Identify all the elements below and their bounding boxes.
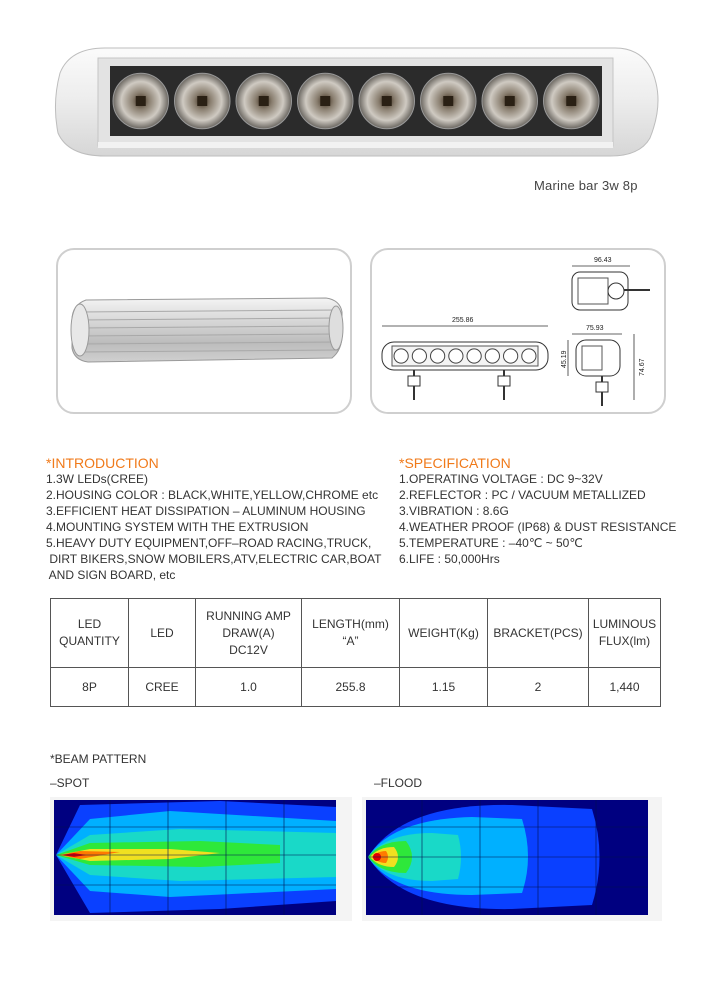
- table-header-cell: BRACKET(PCS): [488, 599, 589, 668]
- table-header-cell: LED QUANTITY: [51, 599, 129, 668]
- table-cell: 8P: [51, 668, 129, 707]
- specification-item: 3.VIBRATION : 8.6G: [399, 504, 509, 518]
- marine-bar-product-image: [50, 38, 665, 168]
- specification-item: 4.WEATHER PROOF (IP68) & DUST RESISTANCE: [399, 520, 677, 534]
- introduction-item: 4.MOUNTING SYSTEM WITH THE EXTRUSION: [46, 520, 309, 534]
- dim-side-width: 75.93: [586, 325, 604, 332]
- specification-item: 2.REFLECTOR : PC / VACUUM METALLIZED: [399, 488, 646, 502]
- introduction-title: *INTRODUCTION: [46, 455, 159, 471]
- specification-section: [399, 455, 699, 567]
- specification-item: 6.LIFE : 50,000Hrs: [399, 552, 500, 566]
- drawing-led-lens: [485, 349, 499, 363]
- table-cell: 1.0: [196, 668, 302, 707]
- aluminum-housing-image: [58, 250, 350, 412]
- specification-item: 1.OPERATING VOLTAGE : DC 9~32V: [399, 472, 603, 486]
- flood-beam-pattern-image: [362, 797, 662, 921]
- spec-table: [50, 598, 661, 707]
- table-cell: 1,440: [589, 668, 661, 707]
- table-header-cell: RUNNING AMP DRAW(A) DC12V: [196, 599, 302, 668]
- spot-label: –SPOT: [50, 776, 90, 790]
- introduction-item: 1.3W LEDs(CREE): [46, 472, 149, 486]
- introduction-item: AND SIGN BOARD, etc: [46, 568, 176, 582]
- dim-top-width: 96.43: [594, 257, 612, 264]
- flood-label: –FLOOD: [374, 776, 423, 790]
- led-chip: [136, 96, 146, 106]
- dimension-drawing-frame: [370, 248, 666, 414]
- dim-side-height-a: 45.19: [561, 350, 568, 368]
- table-row: [51, 668, 661, 707]
- led-chip: [197, 96, 207, 106]
- table-cell: CREE: [129, 668, 196, 707]
- led-chip: [505, 96, 515, 106]
- introduction-section: [46, 455, 386, 583]
- specification-title: *SPECIFICATION: [399, 455, 511, 471]
- beam-pattern-title: *BEAM PATTERN: [50, 752, 147, 766]
- drawing-led-lens: [522, 349, 536, 363]
- led-chip: [443, 96, 453, 106]
- drawing-led-lens: [504, 349, 518, 363]
- spot-beam-pattern-image: [50, 797, 352, 921]
- dimension-drawing: [372, 250, 664, 412]
- drawing-led-lens: [449, 349, 463, 363]
- introduction-item: 2.HOUSING COLOR : BLACK,WHITE,YELLOW,CHROME etc: [46, 488, 379, 502]
- drawing-led-lens: [467, 349, 481, 363]
- dim-length: 255.86: [452, 317, 474, 324]
- table-cell: 2: [488, 668, 589, 707]
- housing-photo-frame: [56, 248, 352, 414]
- introduction-item: 5.HEAVY DUTY EQUIPMENT,OFF–ROAD RACING,TRUCK,: [46, 536, 372, 550]
- specification-item: 5.TEMPERATURE : –40℃ ~ 50℃: [399, 536, 583, 550]
- led-chip: [320, 96, 330, 106]
- drawing-led-lens: [431, 349, 445, 363]
- introduction-item: 3.EFFICIENT HEAT DISSIPATION – ALUMINUM HOUSING: [46, 504, 366, 518]
- table-header-row: [51, 599, 661, 668]
- dim-side-height-b: 74.67: [639, 358, 646, 376]
- led-chip: [259, 96, 269, 106]
- table-cell: 1.15: [400, 668, 488, 707]
- table-header-cell: LUMINOUS FLUX(lm): [589, 599, 661, 668]
- table-header-cell: WEIGHT(Kg): [400, 599, 488, 668]
- table-header-cell: LED: [129, 599, 196, 668]
- table-header-cell: LENGTH(mm) “A”: [302, 599, 400, 668]
- introduction-item: DIRT BIKERS,SNOW MOBILERS,ATV,ELECTRIC CAR,BOAT: [46, 552, 382, 566]
- drawing-led-lens: [394, 349, 408, 363]
- drawing-led-lens: [412, 349, 426, 363]
- led-chip: [566, 96, 576, 106]
- table-cell: 255.8: [302, 668, 400, 707]
- led-chip: [382, 96, 392, 106]
- product-caption: Marine bar 3w 8p: [534, 178, 638, 193]
